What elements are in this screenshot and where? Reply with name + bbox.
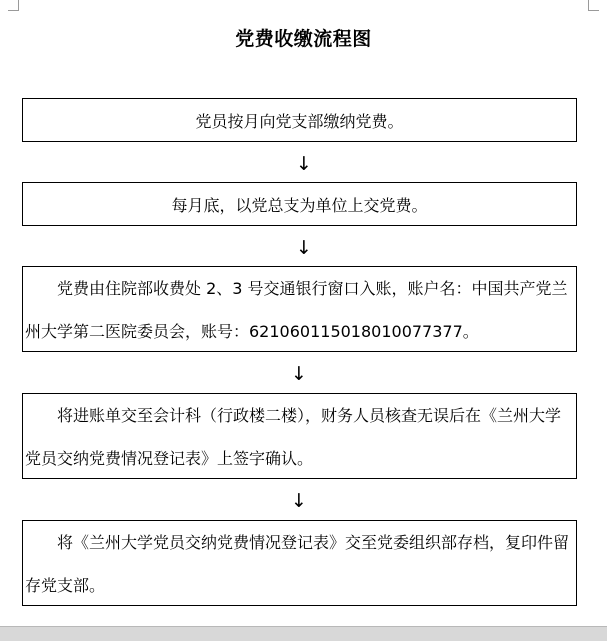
horizontal-scrollbar[interactable] <box>0 626 607 641</box>
down-arrow-icon: ↓ <box>291 490 307 512</box>
down-arrow-icon: ↓ <box>296 237 312 259</box>
flow-step-2 <box>22 182 577 226</box>
flow-step-4-text: 将进账单交至会计科（行政楼二楼），财务人员核查无误后在《兰州大学党员交纳党费情况登记表》上签字确认。 <box>25 406 562 468</box>
down-arrow-icon: ↓ <box>296 153 312 175</box>
flow-step-5 <box>22 520 577 606</box>
flow-step-1-text: 党员按月向党支部缴纳党费。 <box>195 111 404 131</box>
flow-step-3 <box>22 266 577 352</box>
flow-step-4 <box>22 393 577 479</box>
flow-step-3-text: 党费由住院部收费处 2、3 号交通银行窗口入账，账户名：中国共产党兰州大学第二医院委员会，账号：621060115018010077377。 <box>25 279 568 341</box>
flow-step-1 <box>22 98 577 142</box>
flow-step-5-text: 将《兰州大学党员交纳党费情况登记表》交至党委组织部存档，复印件留存党支部。 <box>25 533 570 595</box>
page-title: 党费收缴流程图 <box>235 28 372 50</box>
page-corner-mark-left <box>8 0 19 11</box>
down-arrow-icon: ↓ <box>291 363 307 385</box>
flow-step-2-text: 每月底，以党总支为单位上交党费。 <box>171 195 428 215</box>
page-corner-mark-right <box>588 0 599 11</box>
